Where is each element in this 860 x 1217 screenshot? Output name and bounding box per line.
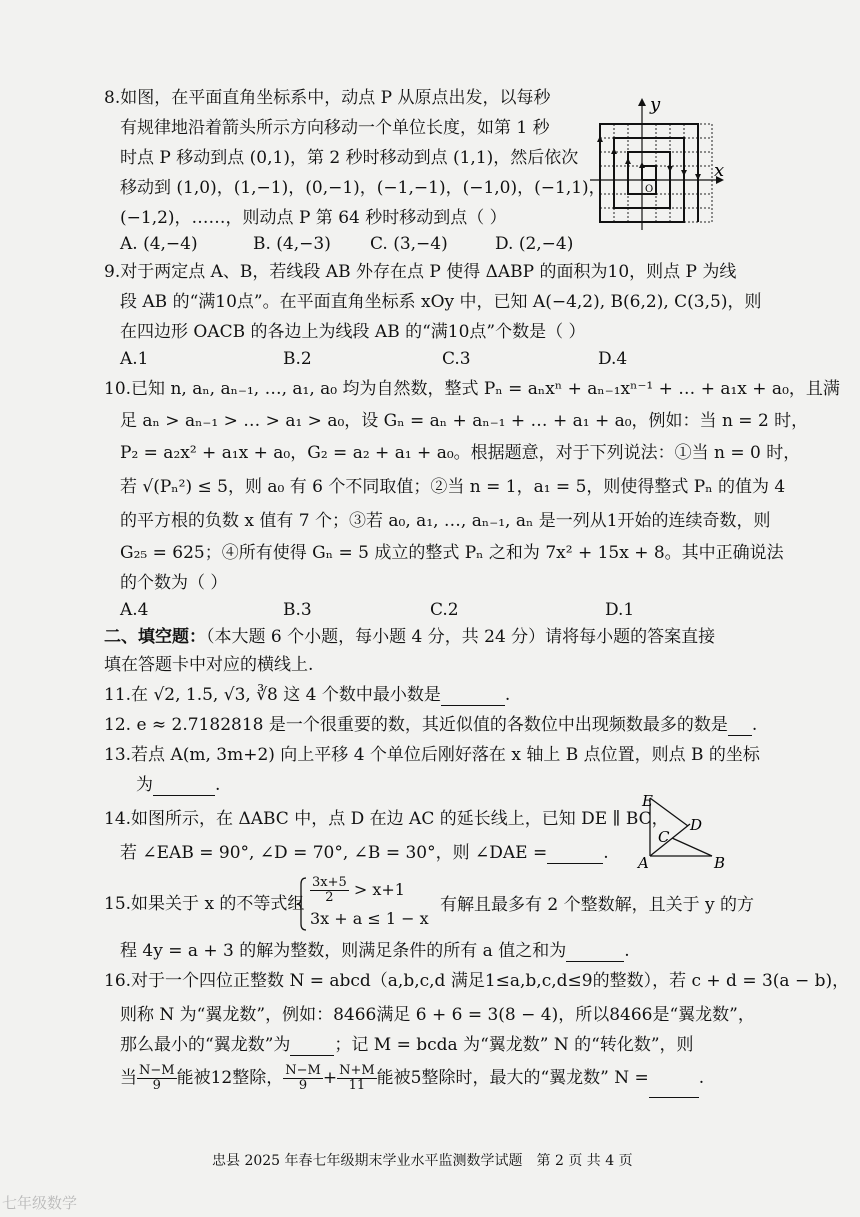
q14-text: 若 ∠EAB = 90°, ∠D = 70°, ∠B = 30°，则 ∠DAE =	[120, 843, 548, 863]
q14-end: .	[603, 843, 609, 863]
q16-frac3-den: 11	[348, 1078, 366, 1093]
q14-line-1: 14.如图所示，在 ΔABC 中，点 D 在边 AC 的延长线上，已知 DE ∥ BC，	[104, 809, 669, 829]
section-2-instructions: （本大题 6 个小题，每小题 4 分，共 24 分）请将每小题的答案直接	[206, 627, 716, 647]
section-2-instructions-2: 填在答题卡中对应的横线上.	[104, 655, 314, 675]
q13-line-2	[136, 774, 220, 796]
q14-label-c: C	[658, 828, 670, 846]
q16-line-3	[120, 1034, 694, 1056]
q16-text-4b: 能被12整除，	[176, 1068, 284, 1088]
q10-line-6: G₂₅ = 625；④所有使得 Gₙ = 5 成立的整式 Pₙ 之和为 7x² + 15x + 8。其中正确说法	[120, 543, 784, 563]
q14-label-e: E	[642, 792, 653, 810]
q13-end: .	[215, 775, 221, 795]
q13-line-1: 13.若点 A(m, 3m+2) 向上平移 4 个单位后刚好落在 x 轴上 B 点位置，则点 B 的坐标	[104, 745, 760, 765]
q8-line-4: 移动到 (1,0)，(1,−1)，(0,−1)，(−1,−1)，(−1,0)，(−1,1)，	[120, 178, 606, 198]
q11-end: .	[504, 685, 511, 705]
q14-label-d: D	[690, 816, 703, 834]
q15-text: 程 4y = a + 3 的解为整数，则满足条件的所有 a 值之和为	[120, 941, 567, 961]
q15-suffix: 有解且最多有 2 个整数解，且关于 y 的方	[440, 895, 755, 915]
q15-ineq1-numerator: 3x+5	[312, 875, 347, 890]
q11-answer-blank	[441, 687, 505, 706]
q10-option-c: C.2	[430, 600, 459, 620]
q15-prefix: 15.如果关于 x 的不等式组	[104, 894, 305, 914]
q8-option-a: A. (4,−4)	[120, 234, 198, 254]
q10-line-2: 足 aₙ > aₙ₋₁ > … > a₁ > a₀，设 Gₙ = aₙ + aₙ₋₁ + … + a₁ + a₀，例如：当 n = 2 时，	[120, 411, 809, 431]
q16-text-3a: 那么最小的“翼龙数”为	[120, 1035, 291, 1055]
q13-answer-blank	[153, 777, 215, 796]
q8-option-d: D. (2,−4)	[495, 234, 574, 254]
q16-answer-blank-1	[290, 1037, 334, 1056]
q14-answer-blank	[547, 845, 603, 864]
q9-line-3: 在四边形 OACB 的各边上为线段 AB 的“满10点”个数是（ ）	[120, 322, 586, 342]
q10-line-4: 若 √(Pₙ²) ≤ 5，则 a₀ 有 6 个不同取值；②当 n = 1，a₁ = 5，则使得整式 Pₙ 的值为 4	[120, 477, 786, 497]
q8-fig-y-label: y	[650, 96, 661, 115]
page-footer: 忠县 2025 年春七年级期末学业水平监测数学试题 第 2 页 共 4 页	[212, 1153, 633, 1169]
section-2-heading-line	[104, 626, 715, 648]
q10-option-b: B.3	[283, 600, 312, 620]
q16-text-3b: ；记 M = bcda 为“翼龙数” N 的“转化数”，则	[334, 1035, 694, 1055]
q8-fig-x-label: x	[714, 160, 725, 181]
q8-line-3: 时点 P 移动到点 (0,1)，第 2 秒时移动到点 (1,1)，然后依次	[120, 148, 579, 168]
q15-ineq1-rest: > x+1	[353, 880, 405, 899]
q14-line-2	[120, 842, 609, 864]
q9-line-1: 9.对于两定点 A、B，若线段 AB 外存在点 P 使得 ΔABP 的面积为10，则点 P 为线	[104, 262, 737, 282]
q16-frac2-den: 9	[298, 1078, 308, 1093]
q15-ineq1-denominator: 2	[325, 890, 334, 905]
q15-answer-blank	[566, 943, 624, 962]
q15-inequality-1	[310, 876, 405, 905]
q10-line-5: 的平方根的负数 x 值有 7 个；③若 a₀, a₁, …, aₙ₋₁, aₙ 是一列从1开始的连续奇数，则	[120, 511, 771, 531]
q16-text-4a: 当	[120, 1068, 137, 1088]
q12-answer-blank	[728, 717, 752, 736]
q10-option-d: D.1	[605, 600, 635, 620]
q8-fig-origin-label: O	[645, 184, 654, 195]
q12-text: 12. e ≈ 2.7182818 是一个很重要的数，其近似值的各数位中出现频数最多的数是	[104, 715, 728, 735]
q15-end: .	[624, 941, 630, 961]
q16-plus: +	[322, 1068, 338, 1088]
watermark: 七年级数学	[2, 1194, 78, 1212]
q15-system-brace	[296, 876, 308, 932]
q9-option-d: D.4	[598, 349, 628, 369]
q11-line	[104, 684, 510, 706]
q9-option-c: C.3	[442, 349, 471, 369]
q16-line-1: 16.对于一个四位正整数 N = abcd（a,b,c,d 满足1≤a,b,c,d≤9的整数），若 c + d = 3(a − b)，	[104, 971, 850, 991]
q16-frac1-num: N−M	[139, 1063, 175, 1078]
q16-fraction-3	[337, 1064, 377, 1093]
q14-triangle-figure	[636, 792, 740, 870]
q11-text: 11.在 √2, 1.5, √3, ∛8 这 4 个数中最小数是	[104, 685, 441, 705]
q10-line-3: P₂ = a₂x² + a₁x + a₀，G₂ = a₂ + a₁ + a₀。根据题意，对于下列说法：①当 n = 0 时，	[120, 443, 801, 463]
q13-text: 为	[136, 775, 153, 795]
q16-line-4	[120, 1058, 704, 1098]
q12-line	[104, 714, 757, 736]
q16-frac2-num: N−M	[285, 1063, 321, 1078]
q10-line-1: 10.已知 n, aₙ, aₙ₋₁, …, a₁, a₀ 均为自然数，整式 Pₙ = aₙxⁿ + aₙ₋₁xⁿ⁻¹ + … + a₁x + a₀，且满	[104, 379, 840, 399]
q15-line-1	[104, 876, 304, 932]
section-2-heading: 二、填空题：	[104, 627, 206, 647]
q9-option-b: B.2	[283, 349, 312, 369]
q8-line-5: (−1,2)，……，则动点 P 第 64 秒时移动到点（ ）	[120, 208, 507, 228]
q8-option-b: B. (4,−3)	[253, 234, 331, 254]
q8-line-1: 8.如图，在平面直角坐标系中，动点 P 从原点出发，以每秒	[104, 88, 551, 108]
q9-option-a: A.1	[120, 349, 149, 369]
q10-option-a: A.4	[120, 600, 149, 620]
q10-line-7: 的个数为（ ）	[120, 573, 228, 593]
q8-line-2: 有规律地沿着箭头所示方向移动一个单位长度，如第 1 秒	[120, 118, 550, 138]
q14-label-a: A	[638, 854, 649, 870]
q16-frac1-den: 9	[152, 1078, 161, 1093]
q15-line-2	[120, 940, 630, 962]
q8-option-c: C. (3,−4)	[370, 234, 448, 254]
q16-line-2: 则称 N 为“翼龙数”，例如：8466满足 6 + 6 = 3(8 − 4)，所以8466是“翼龙数”，	[120, 1005, 755, 1025]
q16-end: .	[698, 1068, 705, 1088]
q8-spiral-figure	[590, 96, 730, 232]
q15-ineq1-fraction	[310, 876, 349, 905]
q15-inequality-2: 3x + a ≤ 1 − x	[310, 909, 429, 928]
q14-label-b: B	[714, 854, 726, 870]
q16-answer-blank-2	[649, 1079, 699, 1098]
q16-frac3-num: N+M	[339, 1063, 375, 1078]
q12-end: .	[751, 715, 758, 735]
q16-text-4c: 能被5整除时，最大的“翼龙数” N =	[376, 1068, 649, 1088]
q16-fraction-2	[283, 1064, 323, 1093]
q9-line-2: 段 AB 的“满10点”。在平面直角坐标系 xOy 中，已知 A(−4,2), B(6,2), C(3,5)，则	[120, 292, 762, 312]
q16-fraction-1	[137, 1064, 177, 1093]
